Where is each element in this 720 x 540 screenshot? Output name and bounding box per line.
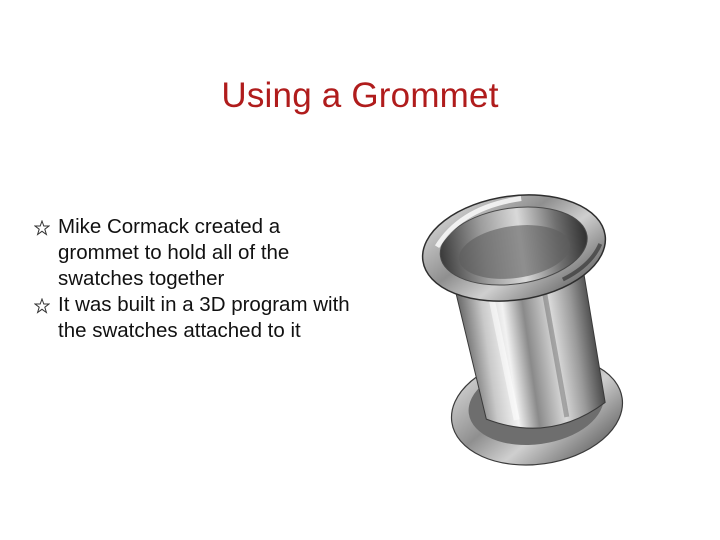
bullet-text: Mike Cormack created a grommet to hold all of the swatches together <box>58 215 290 290</box>
slide-title: Using a Grommet <box>221 76 499 115</box>
bullet-item <box>34 292 364 344</box>
bullet-list <box>34 214 364 344</box>
star-bullet-icon <box>34 220 50 236</box>
bullet-item <box>34 214 364 292</box>
grommet-illustration <box>408 178 640 468</box>
bullet-text: It was built in a 3D program with the swatches attached to it <box>58 293 350 342</box>
star-bullet-icon <box>34 298 50 314</box>
